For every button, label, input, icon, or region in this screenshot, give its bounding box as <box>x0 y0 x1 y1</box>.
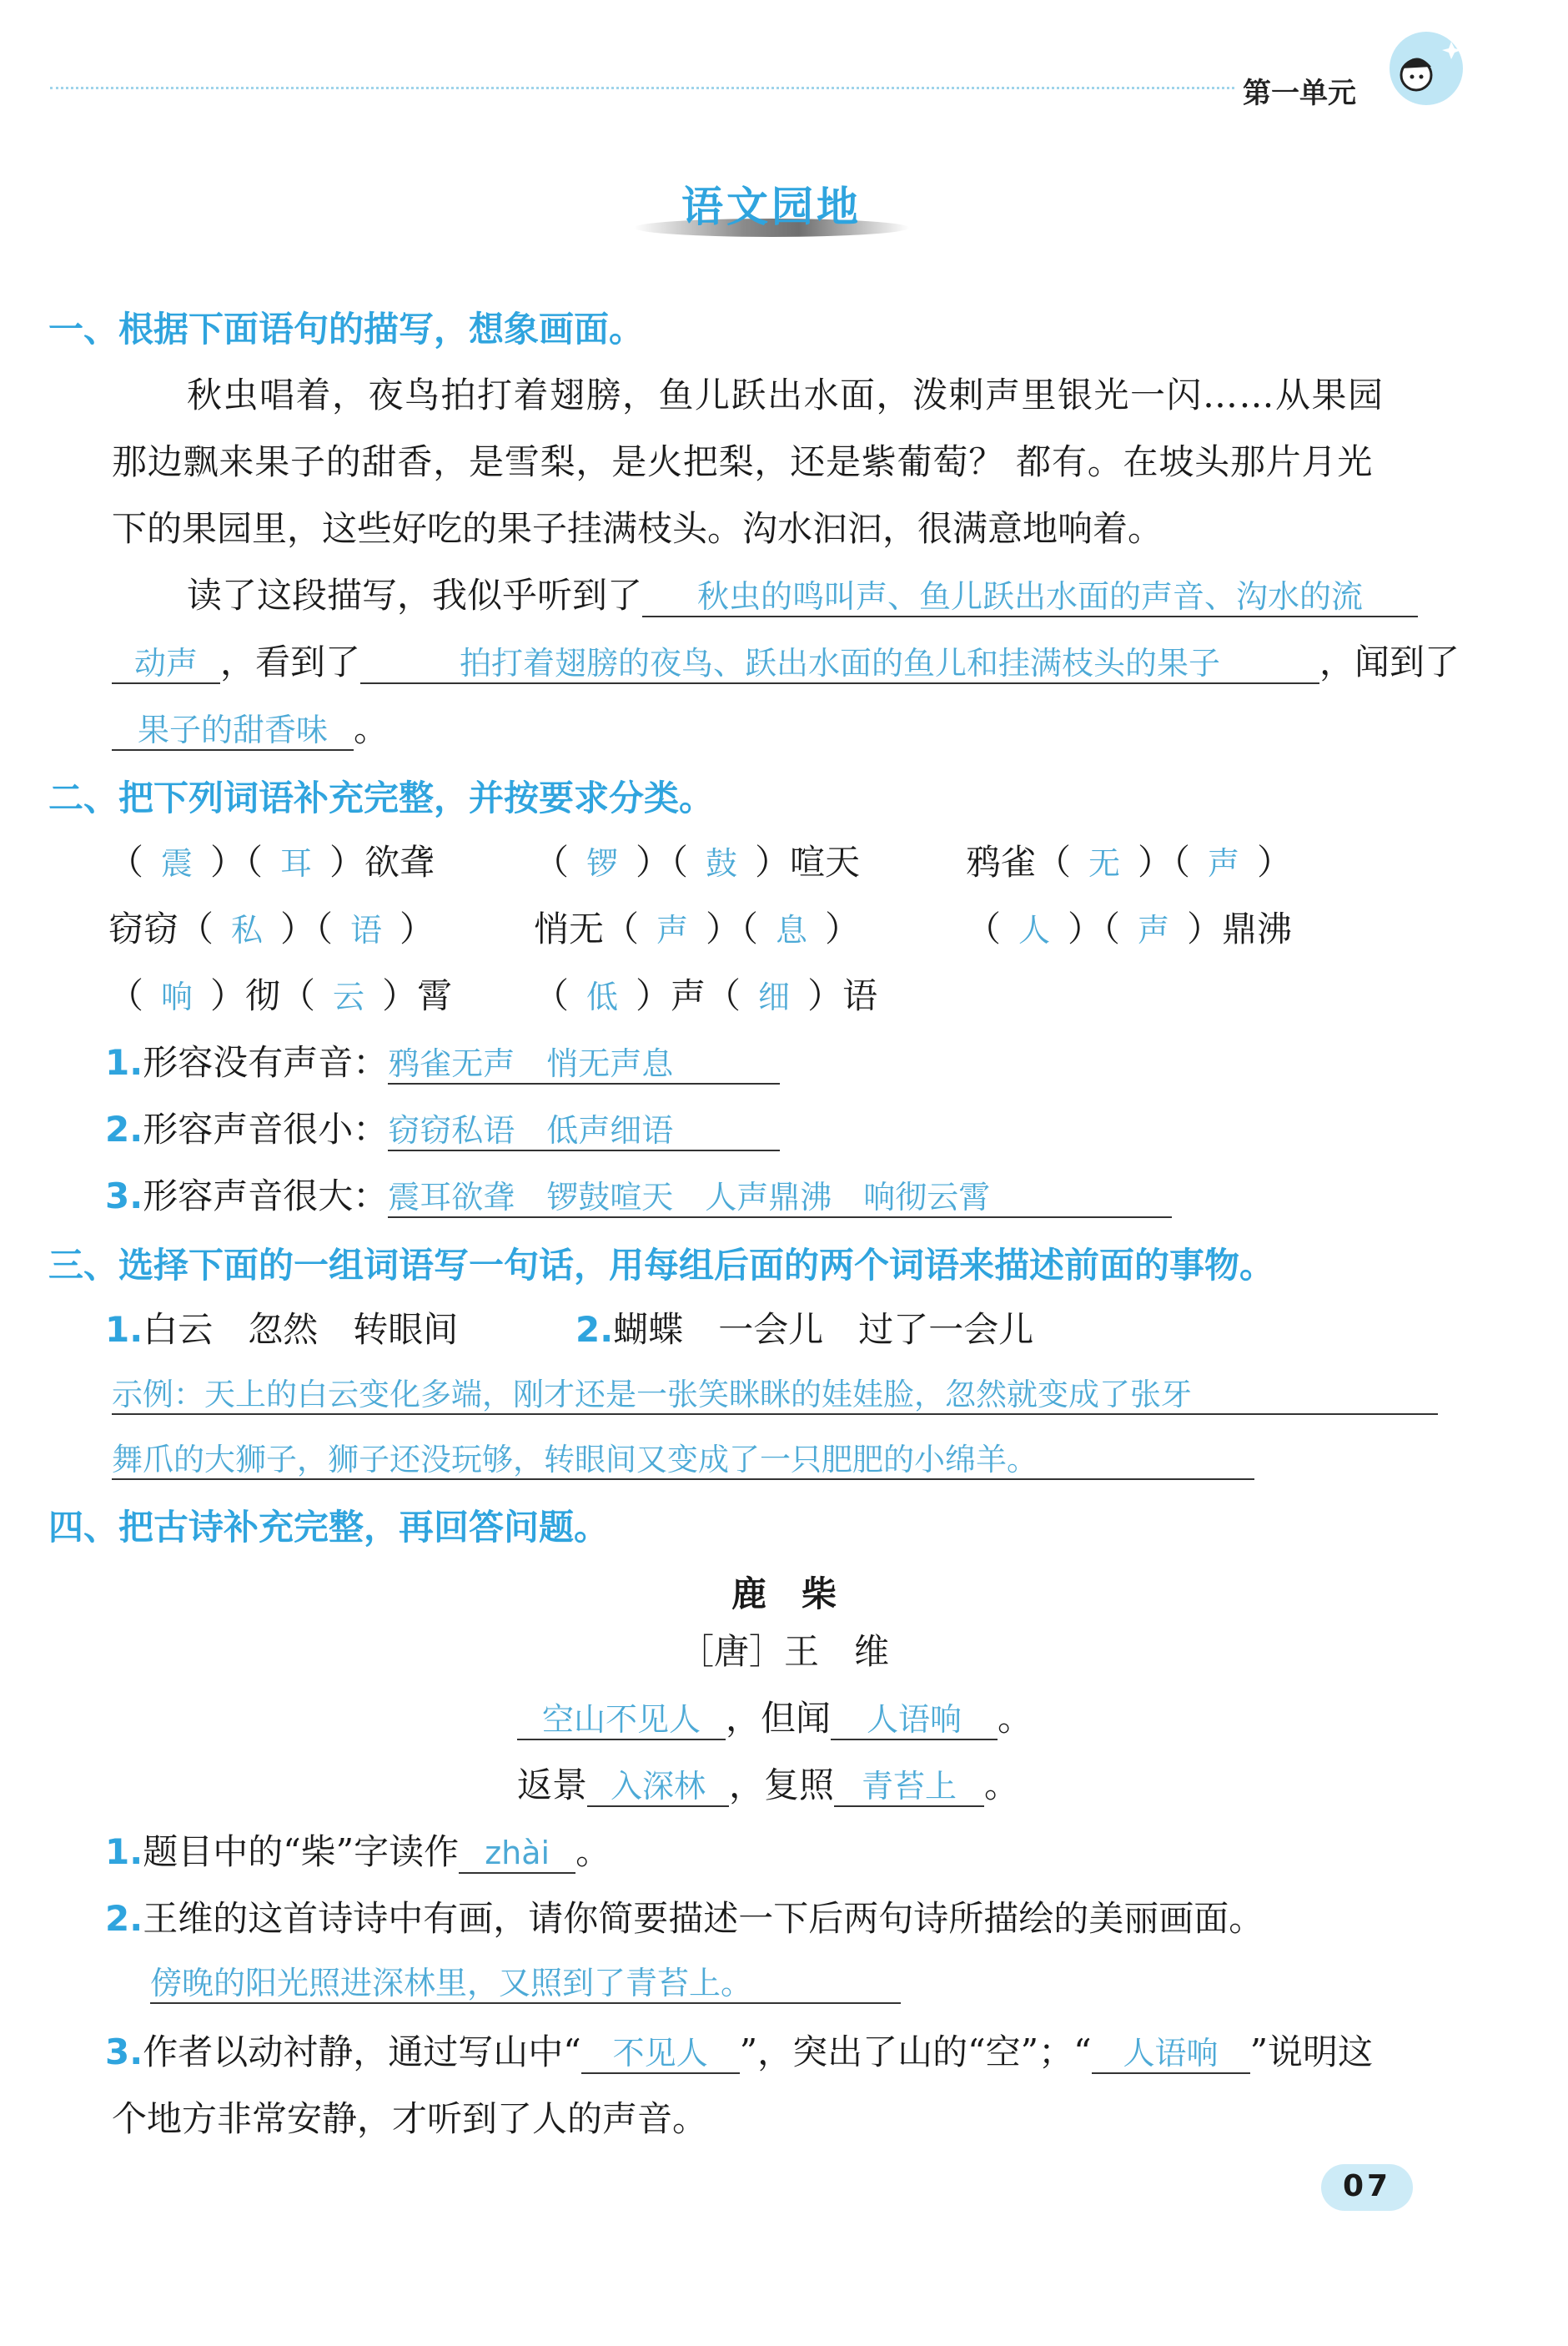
idiom-7-blank-a[interactable]: 响 <box>161 979 193 1015</box>
poem-question-2-answer[interactable]: 傍晚的阳光照进深林里，又照到了青苔上。 <box>150 1966 901 2004</box>
idiom-3-blank-b[interactable]: 声 <box>1208 845 1240 882</box>
header-dotted-rule <box>50 87 1234 89</box>
section-1-question-line-3 <box>112 704 389 754</box>
q-saw-label: ，看到了 <box>220 642 361 682</box>
category-2-label: 形容声音很小： <box>143 1109 389 1150</box>
word-group-2-number: 2. <box>575 1309 614 1350</box>
word-group-2-words: 蝴蝶 一会儿 过了一会儿 <box>613 1309 1034 1350</box>
category-3-number: 3. <box>105 1176 143 1216</box>
idiom-5-blank-a[interactable]: 声 <box>656 912 689 949</box>
idiom-1: （ 震 ）（ 耳 ）欲聋 <box>108 838 435 889</box>
poem-question-3-text-b: ”，突出了山的“空”；“ <box>739 2031 1092 2072</box>
idiom-8-mid: 声 <box>671 975 706 1016</box>
idiom-3-head: 鸦雀 <box>966 842 1037 883</box>
poem-question-3-answer-2[interactable]: 人语响 <box>1092 2036 1250 2074</box>
section-1-question-line-1 <box>187 571 1418 621</box>
q-smell-label: ，闻到了 <box>1319 642 1460 682</box>
poem-line-1-end: 。 <box>998 1698 1033 1739</box>
category-2-answer[interactable]: 窃窃私语 低声细语 <box>388 1113 780 1151</box>
idiom-5-blank-b[interactable]: 息 <box>776 912 808 949</box>
poem-question-3-answer-1[interactable]: 不见人 <box>581 2036 740 2074</box>
poem-question-3-number: 3. <box>105 2031 143 2072</box>
idiom-3: 鸦雀（ 无 ）（ 声 ） <box>966 838 1292 889</box>
poem-blank-4[interactable]: 青苔上 <box>834 1769 984 1807</box>
poem-question-3-text-c: ”说明这 <box>1249 2031 1374 2072</box>
q-heard-label: 读了这段描写，我似乎听到了 <box>187 575 643 616</box>
idiom-4-blank-a[interactable]: 私 <box>231 912 264 949</box>
q-end: 。 <box>354 708 389 749</box>
idiom-3-blank-a[interactable]: 无 <box>1088 845 1121 882</box>
word-group-2 <box>575 1305 1033 1355</box>
unit-label: 第一单元 <box>1243 77 1356 110</box>
section-4-heading: 四、把古诗补充完整，再回答问题。 <box>48 1507 610 1548</box>
idiom-4-head: 窃窃 <box>108 909 179 949</box>
poem-question-3-cont: 个地方非常安静，才听到了人的声音。 <box>112 2098 708 2139</box>
poem-question-1-end: 。 <box>575 1831 611 1872</box>
poem-question-2-answer-line <box>150 1957 901 2007</box>
poem-author: ［唐］王 维 <box>678 1631 889 1672</box>
idiom-2-tail: 喧天 <box>790 842 861 883</box>
sentence-answer-2[interactable]: 舞爪的大狮子，狮子还没玩够，转眼间又变成了一只肥肥的小绵羊。 <box>112 1442 1254 1480</box>
idiom-1-blank-b[interactable]: 耳 <box>280 845 313 882</box>
poem-title: 鹿 柴 <box>731 1573 837 1614</box>
passage-line-3: 下的果园里，这些好吃的果子挂满枝头。沟水汩汩，很满意地响着。 <box>112 508 1163 549</box>
page-number: 07 <box>1342 2169 1392 2203</box>
idiom-2-blank-a[interactable]: 锣 <box>586 845 619 882</box>
idiom-2-blank-b[interactable]: 鼓 <box>706 845 738 882</box>
category-3 <box>105 1171 1172 1221</box>
idiom-6-blank-a[interactable]: 人 <box>1018 912 1051 949</box>
kid-mascot-icon <box>1376 25 1468 117</box>
word-group-1 <box>105 1305 458 1355</box>
section-3-heading: 三、选择下面的一组词语写一句话，用每组后面的两个词语来描述前面的事物。 <box>48 1245 1275 1286</box>
category-2 <box>105 1105 780 1155</box>
poem-line-1 <box>517 1694 1033 1744</box>
word-group-1-words: 白云 忽然 转眼间 <box>143 1309 459 1350</box>
category-2-number: 2. <box>105 1109 143 1150</box>
idiom-5: 悄无（ 声 ）（ 息 ） <box>534 904 860 955</box>
poem-question-3 <box>105 2027 1373 2077</box>
idiom-7-blank-b[interactable]: 云 <box>333 979 365 1015</box>
passage-line-1: 秋虫唱着，夜鸟拍打着翅膀，鱼儿跃出水面，泼剌声里银光一闪……从果园 <box>187 375 1385 415</box>
idiom-2: （ 锣 ）（ 鼓 ）喧天 <box>534 838 860 889</box>
category-1 <box>105 1038 780 1088</box>
idiom-6: （ 人 ）（ 声 ）鼎沸 <box>966 904 1292 955</box>
sentence-answer-line-2 <box>112 1433 1254 1483</box>
poem-blank-2[interactable]: 人语响 <box>831 1702 998 1740</box>
poem-question-2-number: 2. <box>105 1898 143 1939</box>
category-1-label: 形容没有声音： <box>143 1042 389 1083</box>
idiom-5-head: 悄无 <box>534 909 605 949</box>
idiom-7: （ 响 ）彻（ 云 ）霄 <box>108 971 452 1022</box>
poem-question-1-number: 1. <box>105 1831 143 1872</box>
category-1-answer[interactable]: 鸦雀无声 悄无声息 <box>388 1046 780 1085</box>
category-1-number: 1. <box>105 1042 143 1083</box>
word-group-1-number: 1. <box>105 1309 143 1350</box>
idiom-4: 窃窃（ 私 ）（ 语 ） <box>108 904 435 955</box>
idiom-4-blank-b[interactable]: 语 <box>350 912 383 949</box>
sentence-answer-1[interactable]: 示例：天上的白云变化多端，刚才还是一张笑眯眯的娃娃脸，忽然就变成了张牙 <box>112 1377 1438 1415</box>
section-1-heading: 一、根据下面语句的描写，想象画面。 <box>48 309 645 350</box>
sentence-answer-line-1 <box>112 1368 1438 1418</box>
answer-heard-part-2[interactable]: 动声 <box>112 646 220 684</box>
poem-question-1-text: 题目中的“柴”字读作 <box>143 1831 460 1872</box>
passage-line-2: 那边飘来果子的甜香，是雪梨，是火把梨，还是紫葡萄？ 都有。在坡头那片月光 <box>112 441 1374 482</box>
poem-blank-1[interactable]: 空山不见人 <box>517 1702 726 1740</box>
idiom-8-blank-a[interactable]: 低 <box>586 979 619 1015</box>
poem-question-2 <box>105 1894 1264 1944</box>
poem-question-2-text: 王维的这首诗诗中有画，请你简要描述一下后两句诗所描绘的美丽画面。 <box>143 1898 1264 1939</box>
section-1-question-line-2 <box>112 637 1460 687</box>
poem-line-2-end: 。 <box>984 1765 1020 1805</box>
idiom-7-mid: 彻 <box>245 975 281 1016</box>
poem-question-1 <box>105 1827 611 1877</box>
pinyin-answer[interactable]: zhài <box>459 1835 575 1874</box>
answer-smell[interactable]: 果子的甜香味 <box>112 712 354 751</box>
poem-line-2-mid: ，复照 <box>729 1765 835 1805</box>
poem-blank-3[interactable]: 入深林 <box>587 1769 729 1807</box>
idiom-1-blank-a[interactable]: 震 <box>161 845 193 882</box>
idiom-7-tail: 霄 <box>417 975 453 1016</box>
idiom-8: （ 低 ）声（ 细 ）语 <box>534 971 877 1022</box>
idiom-6-tail: 鼎沸 <box>1222 909 1293 949</box>
category-3-answer[interactable]: 震耳欲聋 锣鼓喧天 人声鼎沸 响彻云霄 <box>388 1180 1172 1218</box>
answer-saw[interactable]: 拍打着翅膀的夜鸟、跃出水面的鱼儿和挂满枝头的果子 <box>360 646 1319 684</box>
poem-line-1-mid: ，但闻 <box>726 1698 832 1739</box>
poem-line-2 <box>517 1760 1019 1810</box>
idiom-6-blank-b[interactable]: 声 <box>1138 912 1170 949</box>
section-2-heading: 二、把下列词语补充完整，并按要求分类。 <box>48 778 715 818</box>
idiom-1-tail: 欲聋 <box>364 842 435 883</box>
page-title: 语文园地 <box>681 183 862 231</box>
idiom-8-blank-b[interactable]: 细 <box>758 979 791 1015</box>
poem-line-2-pre: 返景 <box>517 1765 588 1805</box>
answer-heard-part-1[interactable]: 秋虫的鸣叫声、鱼儿跃出水面的声音、沟水的流 <box>642 579 1418 617</box>
category-3-label: 形容声音很大： <box>143 1176 389 1216</box>
idiom-8-tail: 语 <box>842 975 878 1016</box>
poem-question-3-text-a: 作者以动衬静，通过写山中“ <box>143 2031 581 2072</box>
